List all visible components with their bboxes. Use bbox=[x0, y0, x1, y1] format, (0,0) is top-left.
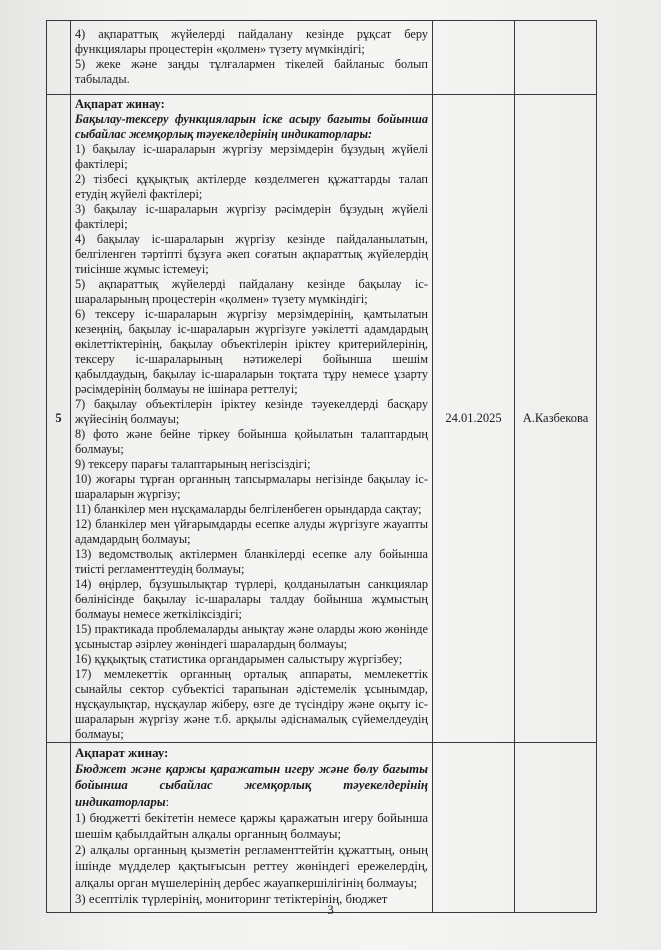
list-item: 13) ведомстволық актілермен бланкілерді есепке алу бойынша тиісті регламенттеудің болмауы; bbox=[75, 547, 428, 576]
row-responsible bbox=[515, 21, 597, 95]
row-responsible: А.Казбекова bbox=[515, 95, 597, 743]
list-item: 8) фото және бейне тіркеу бойынша қойылатын талаптардың болмауы; bbox=[75, 427, 428, 456]
list-item: 12) бланкілер мен үйғарымдарды есепке алуды жүргізуге жауапты адамдардың болмауы; bbox=[75, 517, 428, 546]
row-content bbox=[71, 743, 433, 913]
page-number: 3 bbox=[327, 902, 334, 917]
list-item: 1) бюджетті бекітетін немесе қаржы қаражатын игеру бойынша шешім қабылдайтын алқалы органның болмауы; bbox=[75, 810, 428, 842]
row-date bbox=[433, 743, 515, 913]
list-item: 15) практикада проблемаларды анықтау және оларды жою жөнінде ұсыныстар әзірлеу жөніндегі шаралардың болмауы; bbox=[75, 622, 428, 651]
list-item: 1) бақылау іс-шараларын жүргізу мерзімдерін бұзудың жүйелі фактілері; bbox=[75, 142, 428, 171]
row-responsible bbox=[515, 743, 597, 913]
list-item: 2) алқалы органның қызметін регламенттейтін құжаттың, оның ішінде мүдделер қақтығысын реттеу жөніндегі ережелердің, алқалы орган мүшелерінің дербес жауапкершілігінің болмауы; bbox=[75, 843, 428, 890]
table-row bbox=[47, 21, 597, 95]
list-item: 3) бақылау іс-шараларын жүргізу рәсімдерін бұзудың жүйелі фактілері; bbox=[75, 202, 428, 231]
list-item: 7) бақылау объектілерін іріктеу кезінде тәуекелдерді басқару жүйесінің болмауы; bbox=[75, 397, 428, 426]
list-item: 4) бақылау іс-шараларын жүргізу кезінде пайдаланылатын, белгіленген тәртіпті бұзуға әкеп соғатын ақпараттық жүйелердің тиісінше жұмыс істемеуі; bbox=[75, 232, 428, 276]
row-number bbox=[47, 21, 71, 95]
row-date bbox=[433, 21, 515, 95]
table-row bbox=[47, 95, 597, 743]
table-row bbox=[47, 743, 597, 913]
list-item: 4) ақпараттық жүйелерді пайдалану кезінде рұқсат беру функциялары процестерін «қолмен» түзету мүмкіндігі; bbox=[75, 27, 428, 56]
list-item: 5) ақпараттық жүйелерді пайдалану кезінде бақылау іс-шараларының процестерін «қолмен» түзету мүмкіндігі; bbox=[75, 277, 428, 306]
list-item: 17) мемлекеттік органның орталық аппараты, мемлекеттік сынайлы сектор субъектісі тарапынан әдістемелік ұсынымдар, нұсқаулықтар, нұсқаулар жіберу, өзге де түсіндіру және оқыту іс-шараларын жүргізу және т.б. арқылы әдіснамалық сүйемелдеудің болмауы; bbox=[75, 667, 428, 741]
list-item: 9) тексеру парағы талаптарының негізсіздігі; bbox=[75, 457, 311, 471]
row-number: 5 bbox=[47, 95, 71, 743]
list-item: 14) өңірлер, бұзушылықтар түрлері, қолданылатын санкциялар бөлінісінде бақылау іс-шаралары талдау бойынша жұмыстың болмауы немесе жеткіліксіздігі; bbox=[75, 577, 428, 621]
section-heading: Ақпарат жинау: bbox=[75, 746, 169, 760]
list-item: 3) есептілік түрлерінің, мониторинг тетіктерінің, бюджет bbox=[75, 891, 388, 906]
section-subheading: Бақылау-тексеру функцияларын іске асыру бағыты бойынша сыбайлас жемқорлық тәуекелдерінің индикаторлары: bbox=[75, 112, 428, 141]
list-item: 5) жеке және заңды тұлғалармен тікелей байланыс болып табылады. bbox=[75, 57, 428, 86]
row-number bbox=[47, 743, 71, 913]
list-item: 2) тізбесі құқықтық актілерде көзделмеген құжаттарды талап етудің жүйелі фактілері; bbox=[75, 172, 428, 201]
row-content bbox=[71, 95, 433, 743]
row-date: 24.01.2025 bbox=[433, 95, 515, 743]
list-item: 16) құқықтық статистика органдарымен салыстыру жүргізбеу; bbox=[75, 652, 403, 666]
list-item: 6) тексеру іс-шараларын жүргізу мерзімдерінің, қамтылатын кезеңнің, бақылау іс-шараларын жүргізуге уәкілетті адамдардың өкілеттіктерінің, бақылау объектілерін іріктеу критерийлерінің, тексеру іс-шараларының нәтижелері бойынша шешім қабылдаудың, бақылау іс-шараларын тоқтата тұру немесе ұзарту рәсімдерінің болмауы не ішінара реттелуі; bbox=[75, 307, 428, 396]
action-plan-table bbox=[46, 20, 597, 913]
row-content bbox=[71, 21, 433, 95]
list-item: 10) жоғары тұрған органның тапсырмалары негізінде бақылау іс-шараларын жүргізу; bbox=[75, 472, 428, 501]
subheading-colon: : bbox=[165, 794, 170, 809]
list-item: 11) бланкілер мен нұсқамаларды белгіленбеген орындарда сақтау; bbox=[75, 502, 422, 516]
section-heading: Ақпарат жинау: bbox=[75, 97, 165, 111]
section-subheading: Бюджет және қаржы қаражатын игеру және бөлу бағыты бойынша сыбайлас жемқорлық тәуекелдерінің индикаторлары bbox=[75, 762, 428, 809]
